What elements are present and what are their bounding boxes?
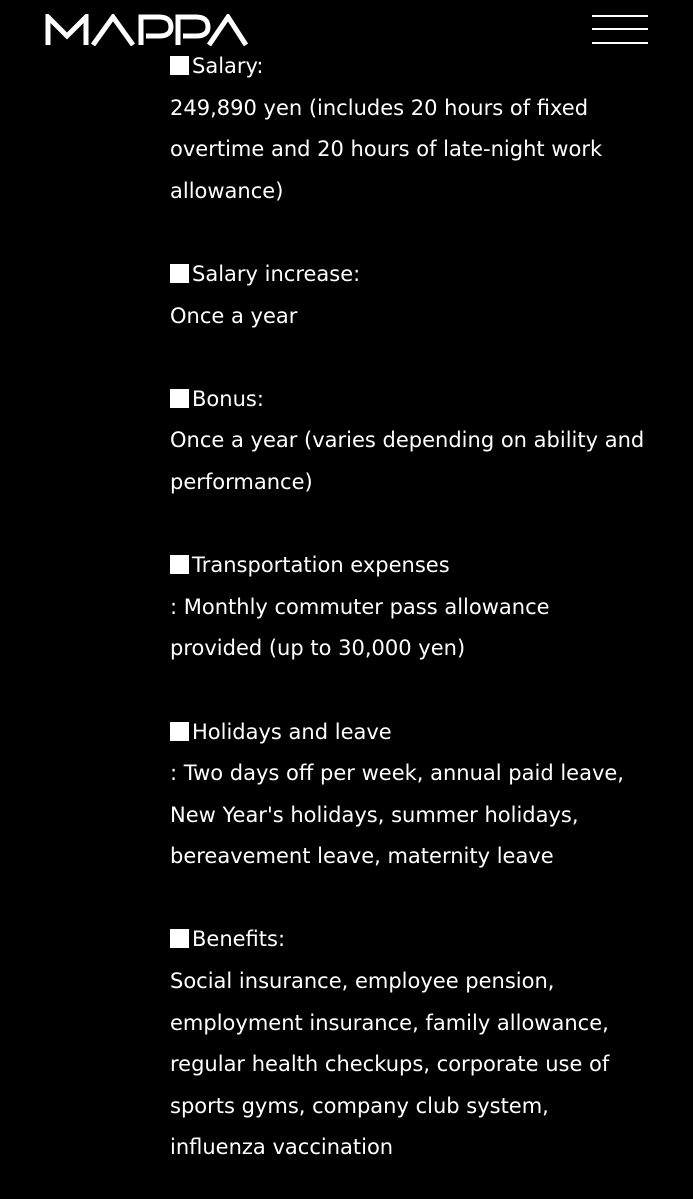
section-transportation: [170, 545, 670, 670]
menu-line: [592, 15, 648, 17]
section-line: : Monthly commuter pass allowance: [170, 594, 550, 619]
square-bullet-icon: [170, 722, 189, 741]
hamburger-menu-icon[interactable]: [592, 15, 648, 47]
square-bullet-icon: [170, 264, 189, 283]
menu-line: [592, 42, 648, 44]
section-benefits: [170, 919, 670, 1169]
square-bullet-icon: [170, 929, 189, 948]
section-line: performance): [170, 469, 313, 494]
section-title: Holidays and leave: [192, 719, 392, 744]
section-salary: [170, 46, 670, 212]
square-bullet-icon: [170, 389, 189, 408]
section-heading: [170, 919, 670, 961]
mappa-logo[interactable]: [45, 14, 249, 46]
section-line: influenza vaccination: [170, 1135, 394, 1160]
section-line: New Year's holidays, summer holidays,: [170, 802, 579, 827]
section-heading: [170, 545, 670, 587]
section-line: Once a year: [170, 303, 298, 328]
section-line: Social insurance, employee pension,: [170, 969, 555, 994]
section-title: Salary:: [192, 54, 264, 78]
section-salary-increase: [170, 254, 670, 337]
section-heading: [170, 712, 670, 754]
section-line: allowance): [170, 178, 284, 203]
section-line: 249,890 yen (includes 20 hours of fixed: [170, 95, 589, 120]
section-bonus: [170, 379, 670, 504]
section-line: bereavement leave, maternity leave: [170, 844, 554, 869]
section-line: : Two days off per week, annual paid leave,: [170, 761, 624, 786]
square-bullet-icon: [170, 555, 189, 574]
section-line: overtime and 20 hours of late-night work: [170, 137, 603, 162]
section-title: Salary increase:: [192, 261, 361, 286]
section-heading: [170, 46, 670, 88]
section-heading: [170, 379, 670, 421]
job-conditions: [170, 46, 670, 1169]
section-holidays: [170, 712, 670, 878]
menu-line: [592, 28, 648, 30]
section-line: sports gyms, company club system,: [170, 1093, 549, 1118]
square-bullet-icon: [170, 56, 189, 75]
section-line: Once a year (varies depending on ability and: [170, 428, 645, 453]
section-title: Transportation expenses: [192, 553, 450, 578]
section-title: Benefits:: [192, 927, 286, 952]
section-line: provided (up to 30,000 yen): [170, 636, 466, 661]
section-line: regular health checkups, corporate use of: [170, 1052, 610, 1077]
section-title: Bonus:: [192, 386, 264, 411]
section-line: employment insurance, family allowance,: [170, 1010, 609, 1035]
section-heading: [170, 254, 670, 296]
